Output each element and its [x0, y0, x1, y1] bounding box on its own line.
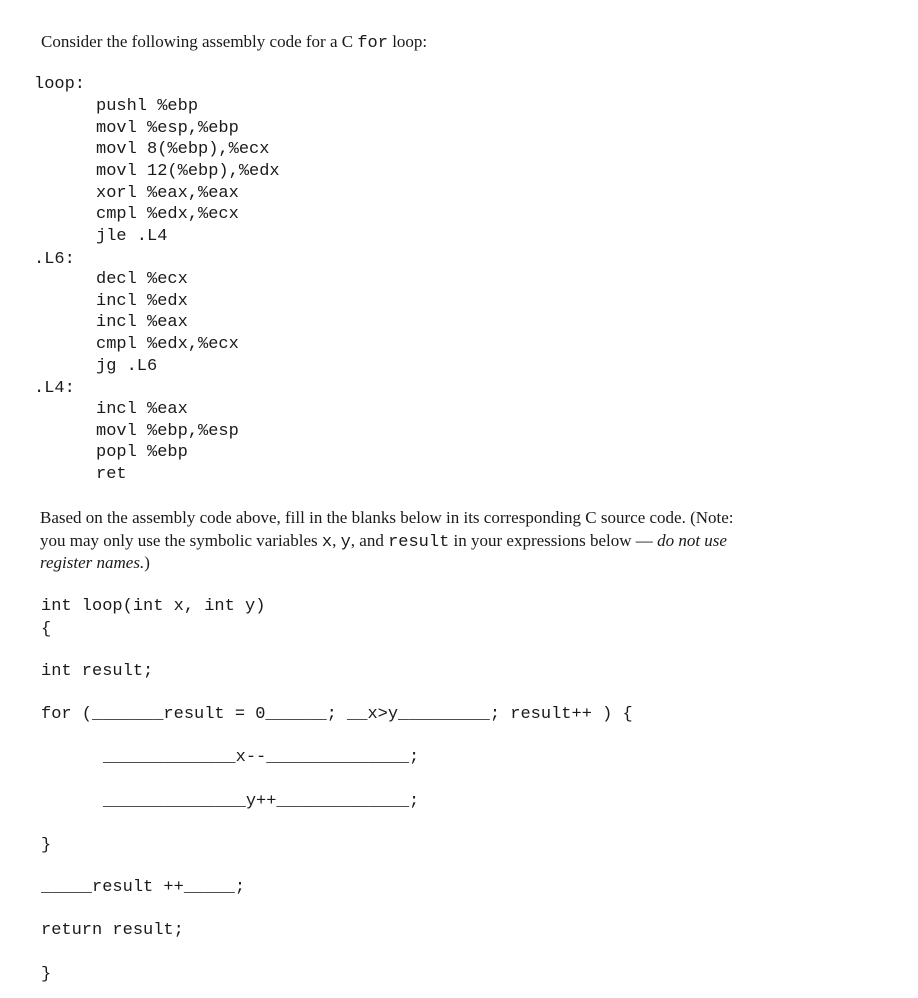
c-declaration: int result;	[41, 662, 154, 681]
instructions-line-1: Based on the assembly code above, fill in the blanks below in its corresponding C source code. (Note:	[40, 508, 734, 527]
asm-line: jg .L6	[96, 357, 158, 376]
asm-line: popl %ebp	[96, 443, 188, 462]
asm-line: incl %eax	[96, 400, 188, 419]
intro-text-after: loop:	[387, 32, 428, 51]
asm-line: decl %ecx	[96, 270, 188, 289]
asm-line: pushl %ebp	[96, 97, 199, 116]
c-for-line: for (_______result = 0______; __x>y_________; result++ ) {	[41, 705, 633, 724]
instructions-and: , and	[350, 531, 389, 550]
asm-line: movl %esp,%ebp	[96, 119, 239, 138]
c-body-line-1: _____________x--______________;	[103, 748, 420, 767]
var-x: x	[321, 533, 333, 552]
label-l6: .L6:	[34, 250, 75, 269]
instructions-line-3	[40, 553, 150, 573]
instructions-emphasis: register names.	[40, 553, 145, 572]
asm-line: incl %eax	[96, 313, 188, 332]
asm-line: incl %edx	[96, 292, 188, 311]
instructions-comma: ,	[332, 531, 341, 550]
instructions-line-2	[40, 531, 727, 552]
asm-line: cmpl %edx,%ecx	[96, 335, 239, 354]
var-result: result	[388, 533, 450, 552]
c-return-line: return result;	[41, 921, 184, 940]
instructions-text: in your expressions below —	[449, 531, 658, 550]
asm-line: movl 12(%ebp),%edx	[96, 162, 280, 181]
asm-line: xorl %eax,%eax	[96, 184, 239, 203]
c-close-for: }	[41, 836, 52, 855]
intro-text	[41, 32, 427, 53]
instructions-emphasis: do not use	[657, 531, 727, 550]
instructions-text: )	[144, 553, 150, 572]
c-open-brace: {	[41, 620, 52, 639]
asm-line: jle .L4	[96, 227, 168, 246]
c-signature: int loop(int x, int y)	[41, 597, 266, 616]
asm-line: ret	[96, 465, 127, 484]
c-after-line: _____result ++_____;	[41, 878, 246, 897]
label-loop: loop:	[34, 75, 86, 94]
label-l4: .L4:	[34, 379, 75, 398]
c-close-brace: }	[41, 965, 52, 984]
c-body-line-2: ______________y++_____________;	[103, 792, 420, 811]
instructions-text: you may only use the symbolic variables	[40, 531, 322, 550]
asm-line: movl %ebp,%esp	[96, 422, 239, 441]
asm-line: cmpl %edx,%ecx	[96, 205, 239, 224]
var-y: y	[340, 533, 351, 552]
asm-line: movl 8(%ebp),%ecx	[96, 140, 270, 159]
intro-code-word: for	[357, 34, 388, 53]
intro-text-before: Consider the following assembly code for a C	[41, 32, 358, 51]
